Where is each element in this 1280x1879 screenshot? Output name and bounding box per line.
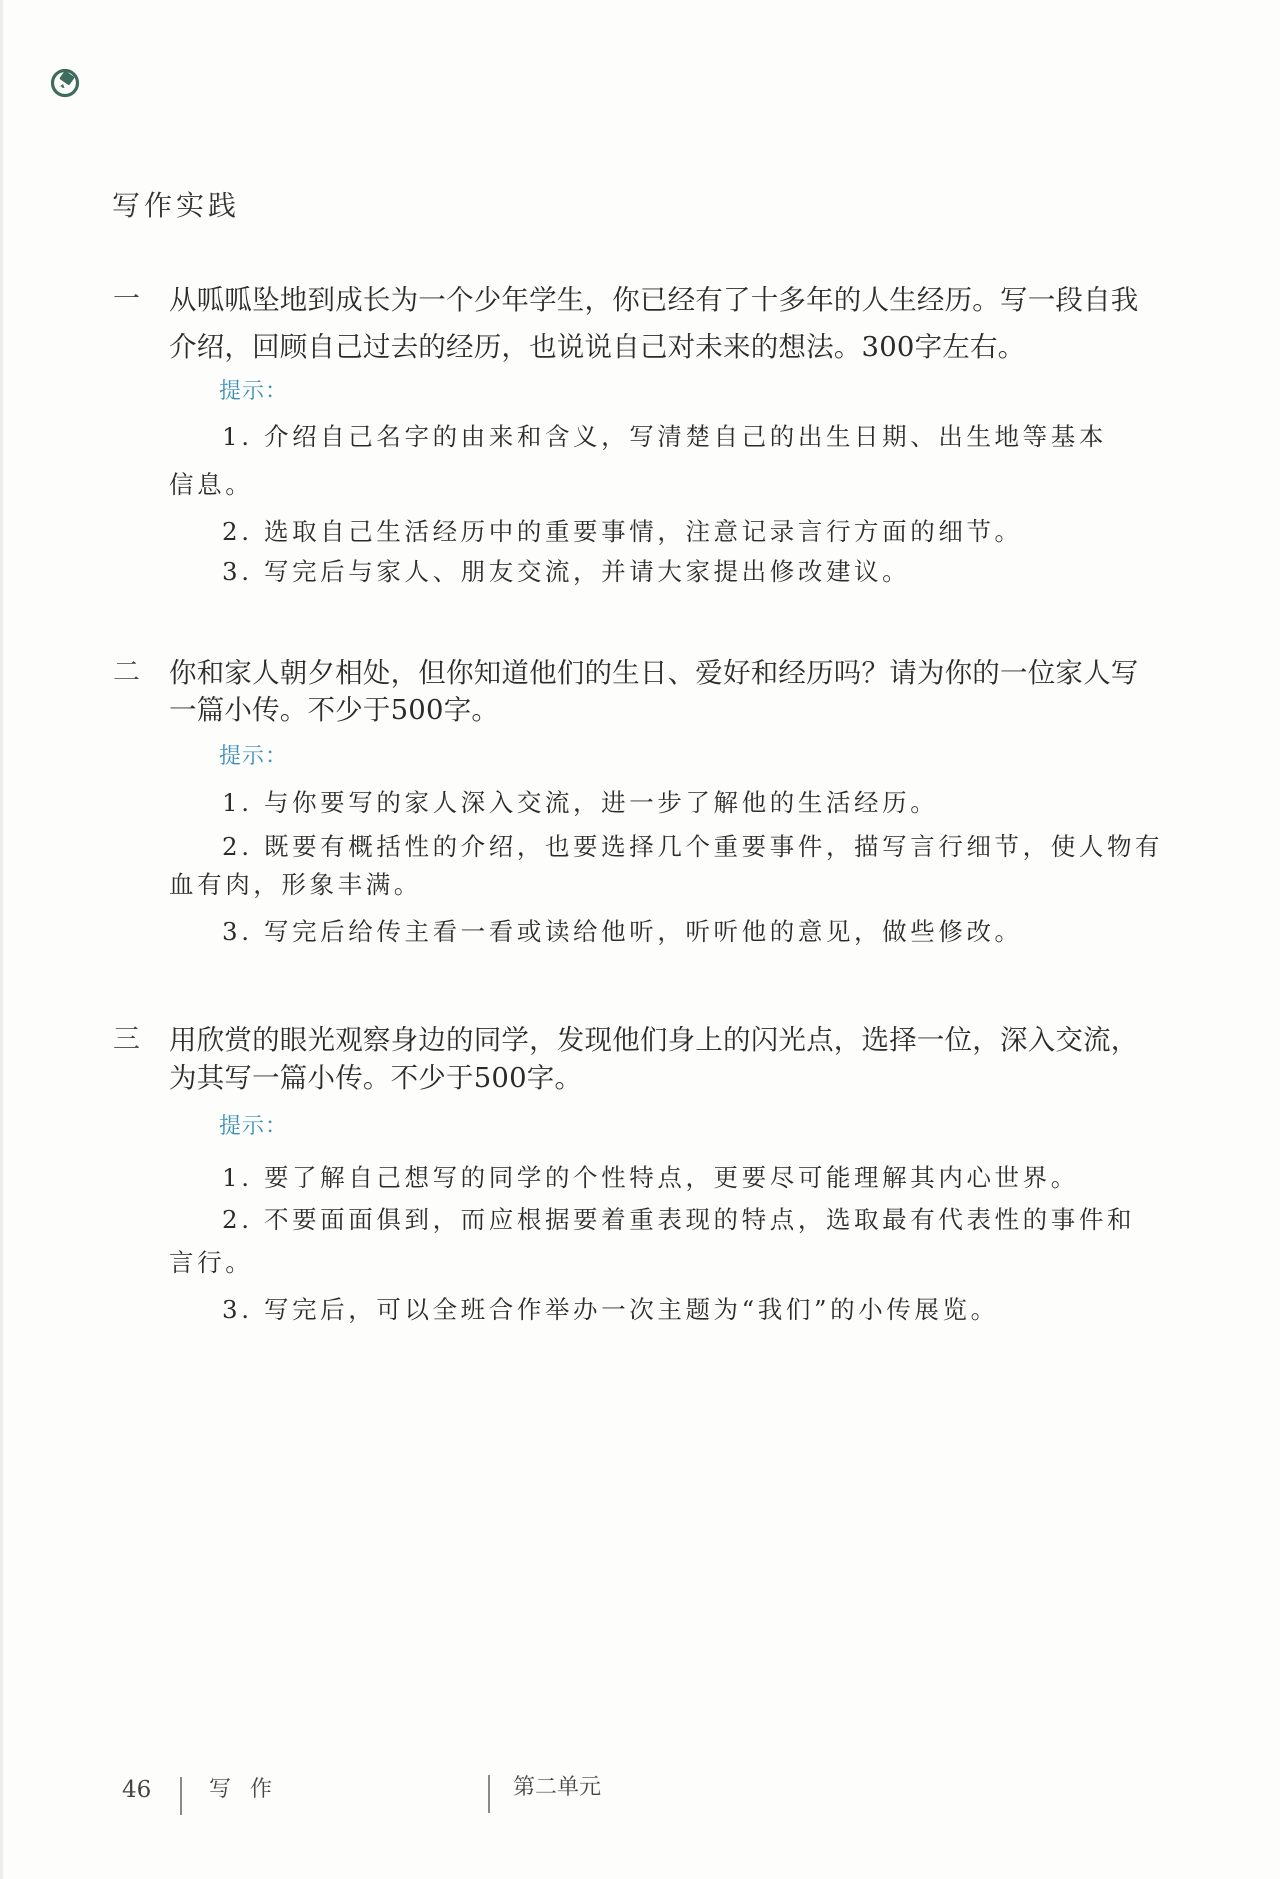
page-number: 46 — [122, 1777, 152, 1803]
footer-unit-name: 第二单元 — [513, 1775, 602, 1800]
writing-pen-icon — [50, 68, 80, 98]
task-number: 一 — [113, 284, 140, 315]
task-text-line: 你和家人朝夕相处，但你知道他们的生日、爱好和经历吗？请为你的一位家人写 — [169, 657, 1139, 689]
hint-line: 1. 要了解自己想写的同学的个性特点，更要尽可能理解其内心世界。 — [222, 1163, 1079, 1192]
footer-section-name: 写 作 — [209, 1777, 278, 1802]
hint-line: 3. 写完后，可以全班合作举办一次主题为“我们”的小传展览。 — [222, 1295, 999, 1324]
page-edge — [0, 0, 3, 1879]
hint-line: 2. 选取自己生活经历中的重要事情，注意记录言行方面的细节。 — [222, 517, 1023, 546]
task-text-line: 一篇小传。不少于500字。 — [169, 694, 500, 726]
hint-label: 提示： — [219, 744, 289, 769]
footer-divider — [180, 1777, 182, 1815]
hint-label: 提示： — [219, 1114, 289, 1139]
hint-line: 3. 写完后与家人、朋友交流，并请大家提出修改建议。 — [222, 557, 911, 586]
hint-line: 1. 与你要写的家人深入交流，进一步了解他的生活经历。 — [222, 788, 939, 817]
hint-line: 信息。 — [169, 470, 254, 499]
task-text-line: 从呱呱坠地到成长为一个少年学生，你已经有了十多年的人生经历。写一段自我 — [169, 284, 1139, 316]
hint-line: 1. 介绍自己名字的由来和含义，写清楚自己的出生日期、出生地等基本 — [222, 422, 1107, 451]
task-text-line: 为其写一篇小传。不少于500字。 — [169, 1062, 583, 1094]
task-text-line: 用欣赏的眼光观察身边的同学，发现他们身上的闪光点，选择一位，深入交流， — [169, 1024, 1139, 1056]
hint-line: 2. 既要有概括性的介绍，也要选择几个重要事件，描写言行细节，使人物有 — [222, 832, 1164, 861]
section-title: 写作实践 — [112, 189, 241, 222]
hint-line: 3. 写完后给传主看一看或读给他听，听听他的意见，做些修改。 — [222, 917, 1023, 946]
hint-line: 2. 不要面面俱到，而应根据要着重表现的特点，选取最有代表性的事件和 — [222, 1205, 1136, 1234]
hint-label: 提示： — [219, 379, 289, 404]
task-number: 三 — [113, 1024, 140, 1055]
hint-line: 血有肉，形象丰满。 — [169, 870, 422, 899]
footer-divider — [488, 1775, 490, 1813]
task-number: 二 — [113, 657, 140, 688]
task-text-line: 介绍，回顾自己过去的经历，也说说自己对未来的想法。300字左右。 — [169, 331, 1026, 363]
hint-line: 言行。 — [169, 1248, 254, 1277]
